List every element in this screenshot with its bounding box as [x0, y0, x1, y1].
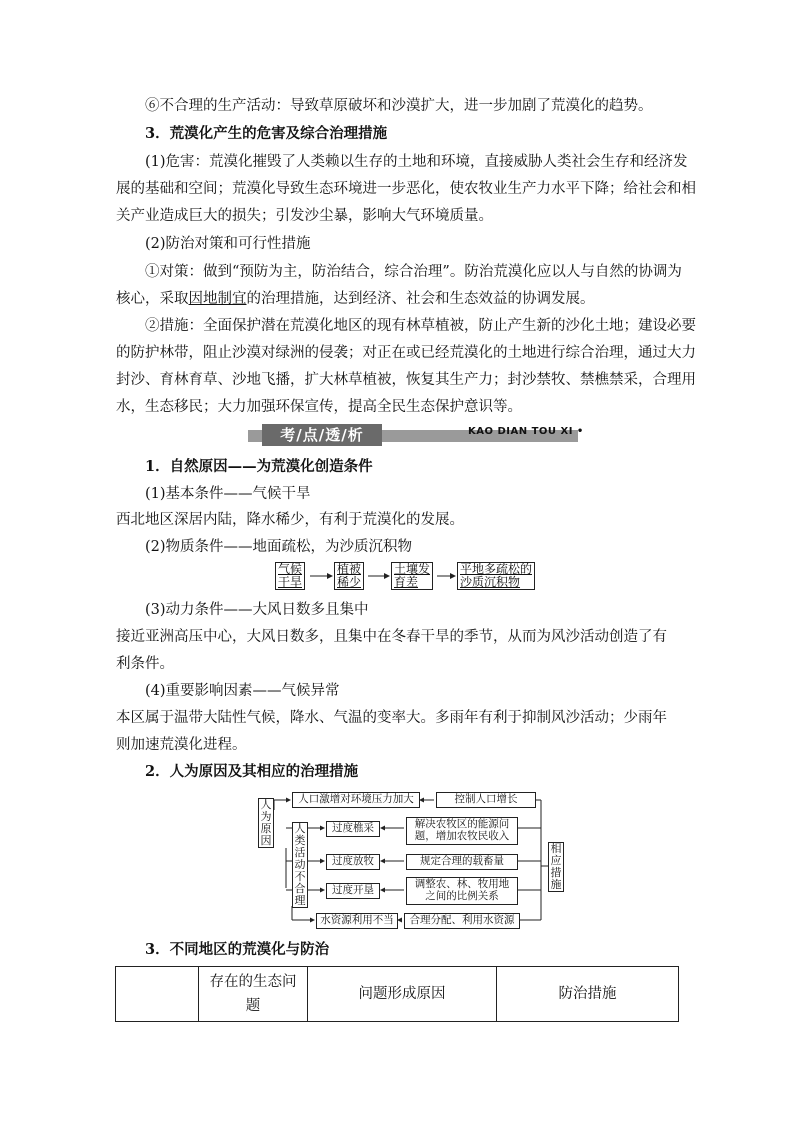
comparison-table: [115, 966, 679, 1022]
flow-text: 稀少: [337, 575, 362, 589]
cause-box: 过度开垦: [326, 883, 380, 899]
paragraph: 西北地区深居内陆，降水稀少，有利于荒漠化的发展。: [116, 512, 464, 528]
banner-title: 考/点/透/析: [262, 424, 382, 446]
flow-text: 气候: [278, 562, 303, 576]
table-header-cell: [116, 967, 199, 1022]
flow-text: 平地多疏松的: [460, 562, 533, 576]
measure-text: 解决农牧区的能源问: [414, 818, 510, 830]
paragraph: 封沙、育林育草、沙地飞播，扩大林草植被，恢复其生产力；封沙禁牧、禁樵禁采，合理用: [116, 372, 696, 388]
cause-box: 过度樵采: [326, 821, 380, 837]
measure-box: [406, 817, 518, 845]
cause-box: 人口激增对环境压力加大: [292, 792, 420, 808]
paragraph: ①对策：做到“预防为主，防治结合，综合治理”。防治荒漠化应以人与自然的协调为: [145, 264, 682, 280]
measure-text: 之间的比例关系: [425, 890, 499, 902]
table-header-row: [116, 967, 679, 1022]
flow-text: 育差: [394, 575, 419, 589]
table-header-cell: [199, 967, 308, 1022]
human-cause-label: 人为原因: [258, 798, 274, 848]
header-text: 题: [245, 998, 261, 1014]
flow-text: 植被: [337, 562, 362, 576]
section-heading: 3．不同地区的荒漠化与防治: [145, 941, 330, 958]
cause-box: 过度放牧: [326, 854, 380, 870]
measure-text: 题，增加农牧民收入: [414, 830, 510, 842]
paragraph: 展的基础和空间；荒漠化导致生态环境进一步恶化，使农牧业生产力水平下降；给社会和相: [116, 181, 696, 197]
measure-label: 相应措施: [548, 842, 564, 892]
section-heading: 2．人为原因及其相应的治理措施: [145, 763, 359, 780]
paragraph: 则加速荒漠化进程。: [116, 737, 247, 753]
paragraph: (2)防治对策和可行性措施: [145, 236, 311, 252]
underlined-term: 因地制宜: [188, 291, 247, 307]
paragraph: 水，生态移民；大力加强环保宣传，提高全民生态保护意识等。: [116, 399, 522, 415]
table-header-cell: 问题形成原因: [308, 967, 497, 1022]
paragraph: (1)危害：荒漠化摧毁了人类赖以生存的土地和环境，直接威胁人类社会生存和经济发: [145, 154, 688, 170]
header-text: 存在的生态问: [209, 974, 297, 990]
cause-measure-diagram: [256, 788, 572, 930]
paragraph: (4)重要影响因素——气候异常: [145, 683, 340, 699]
paragraph: ⑥不合理的生产活动：导致草原破坏和沙漠扩大，进一步加剧了荒漠化的趋势。: [145, 98, 653, 114]
flow-text: 土壤发: [394, 562, 431, 576]
paragraph: 接近亚洲高压中心，大风日数多，且集中在冬春干旱的季节，从而为风沙活动创造了有: [116, 629, 667, 645]
section-heading: 1．自然原因——为荒漠化创造条件: [145, 458, 373, 475]
cause-box: 水资源利用不当: [316, 913, 398, 929]
text-run: 核心，采取: [116, 291, 189, 307]
paragraph: 本区属于温带大陆性气候，降水、气温的变率大。多雨年有利于抑制风沙活动；少雨年: [116, 710, 667, 726]
measure-box: 规定合理的载畜量: [406, 854, 518, 870]
human-activity-label: 人类活动不合理: [292, 822, 308, 908]
paragraph: 的防护林带，阻止沙漠对绿洲的侵袭；对正在或已经荒漠化的土地进行综合治理，通过大力: [116, 345, 696, 361]
paragraph: ②措施：全面保护潜在荒漠化地区的现有林草植被，防止产生新的沙化土地；建设必要: [145, 318, 696, 334]
flow-text: 沙质沉积物: [460, 575, 521, 589]
text-run: 的治理措施，达到经济、社会和生态效益的协调发展。: [246, 291, 595, 307]
measure-box: 控制人口增长: [436, 792, 536, 808]
banner-subtitle: KAO DIAN TOU XI •: [468, 426, 584, 437]
measure-text: 调整农、林、牧用地: [414, 878, 510, 890]
section-heading: 3．荒漠化产生的危害及综合治理措施: [145, 125, 388, 142]
flow-text: 干旱: [278, 575, 303, 589]
measure-box: [406, 877, 518, 905]
measure-box: 合理分配、利用水资源: [404, 913, 520, 929]
paragraph: (1)基本条件——气候干旱: [145, 486, 311, 502]
paragraph: 利条件。: [116, 656, 174, 672]
table-header-cell: 防治措施: [497, 967, 679, 1022]
paragraph: (2)物质条件——地面疏松，为沙质沉积物: [145, 539, 413, 555]
paragraph: 关产业造成巨大的损失；引发沙尘暴，影响大气环境质量。: [116, 208, 493, 224]
paragraph: (3)动力条件——大风日数多且集中: [145, 602, 369, 618]
